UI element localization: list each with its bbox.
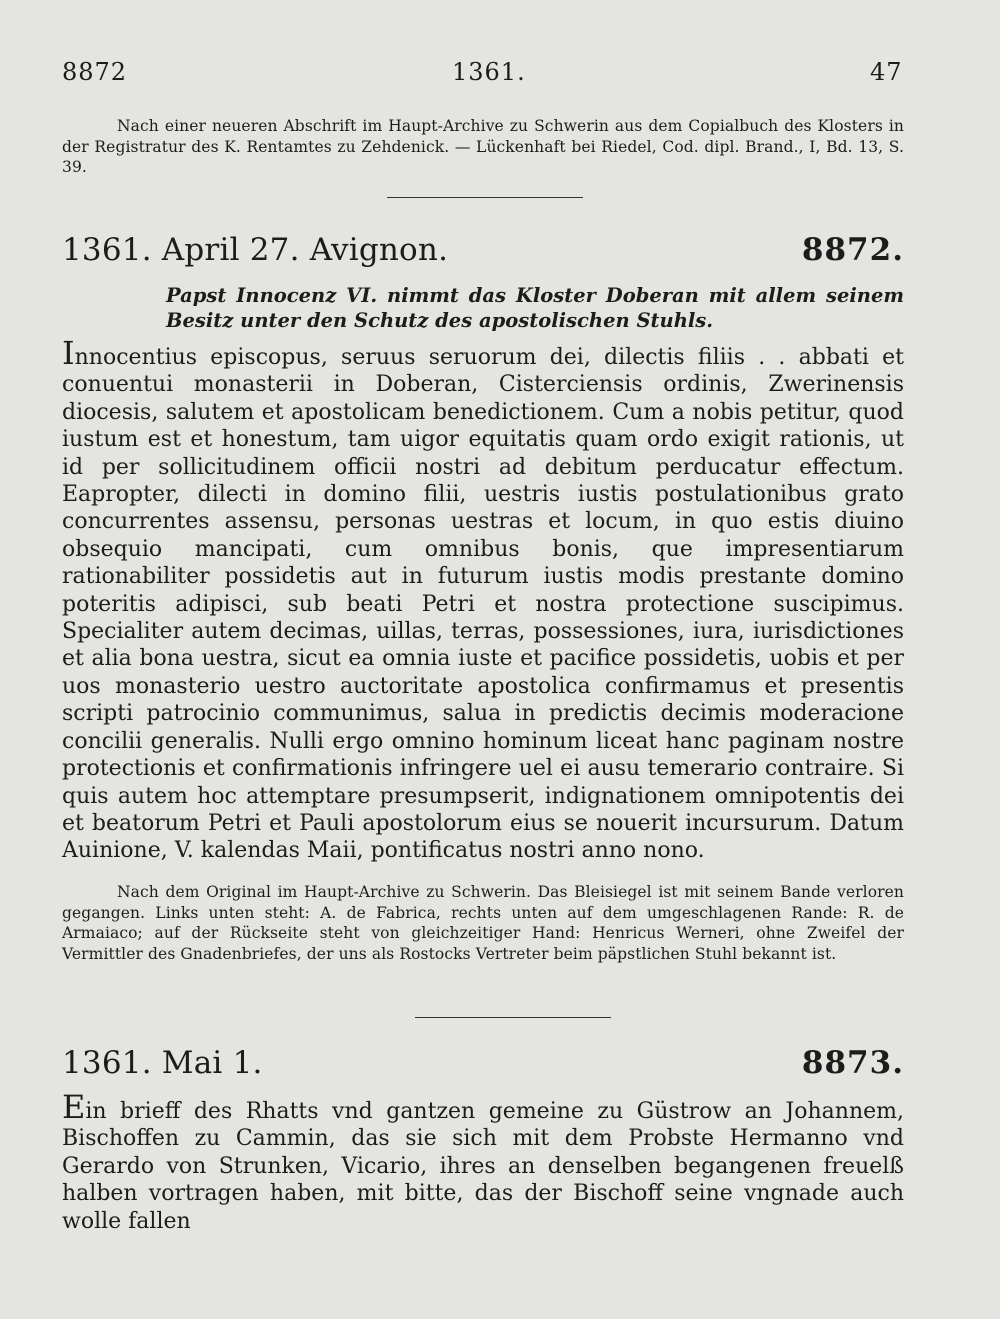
drop-cap: E bbox=[62, 1088, 86, 1126]
entry-date-place: 1361. April 27. Avignon. bbox=[62, 232, 449, 268]
source-note-8872: Nach dem Original im Haupt-Archive zu Schwerin. Das Bleisiegel ist mit seinem Bande verloren gegangen. Links unten steht: A. de Fabrica, rechts unten auf dem umgeschlagenen Rande: R. de Armaiaco; auf der Rückseite steht von gleichzeitiger Hand: Henricus Werneri, ohne Zweifel der Vermittler des Gnadenbriefes, der uns als Rostocks Vertreter beim päpstlichen Stuhl bekannt ist. bbox=[62, 883, 904, 963]
section-divider bbox=[415, 1017, 611, 1018]
entry-summary: Papst Innocenz VI. nimmt das Kloster Doberan mit allem seinem Besitz unter den Schutz des apostolischen Stuhls. bbox=[166, 284, 904, 332]
charter-text-8872 bbox=[62, 334, 904, 865]
entry-date: 1361. Mai 1. bbox=[62, 1045, 263, 1081]
entry-number: 8873. bbox=[801, 1045, 904, 1081]
entry-heading-8873 bbox=[62, 1045, 904, 1081]
charter-text-8873 bbox=[62, 1088, 904, 1235]
header-document-number: 8872 bbox=[62, 58, 128, 86]
section-divider bbox=[387, 197, 583, 198]
header-page-number: 47 bbox=[870, 58, 903, 86]
drop-cap: I bbox=[62, 334, 75, 372]
charter-body: nnocentius episcopus, seruus seruorum dei, dilectis filiis . . abbati et conuentui monasterii in Doberan, Cisterciensis ordinis, Zwerinensis diocesis, salutem et apostolicam benedictionem. Cum a nobis petitur, quod iustum est et honestum, tam uigor equitatis quam ordo exigit rationis, ut id per sollicitudinem officii nostri ad debitum perducatur effectum. Eapropter, dilecti in domino filii, uestris iustis postulationibus grato concurrentes assensu, personas uestras et locum, in quo estis diuino obsequio mancipati, cum omnibus bonis, que impresentiarum rationabiliter possidetis aut in futurum iustis modis prestante domino poteritis adipisci, sub beati Petri et nostra protectione suscipimus. Specialiter autem decimas, uillas, terras, possessiones, iura, iurisdictiones et alia bona uestra, sicut ea omnia iuste et pacifice possidetis, uobis et per uos monasterio uestro auctoritate apostolica confirmamus et presentis scripti patrocinio communimus, salua in predictis decimis moderacione concilii generalis. Nulli ergo omnino hominum liceat hanc paginam nostre protectionis et confirmationis infringere uel ei ausu temerario contraire. Si quis autem hoc attemptare presumpserit, indignationem omnipotentis dei et beatorum Petri et Pauli apostolorum eius se nouerit incursurum. Datum Auinione, V. kalendas Maii, pontificatus nostri anno nono. bbox=[62, 345, 904, 864]
entry-heading-8872 bbox=[62, 232, 904, 268]
source-note-top: Nach einer neueren Abschrift im Haupt-Archive zu Schwerin aus dem Copialbuch des Klosters in der Registratur des K. Rentamtes zu Zehdenick. — Lückenhaft bei Riedel, Cod. dipl. Brand., I, Bd. 13, S. 39. bbox=[62, 117, 904, 176]
entry-number: 8872. bbox=[801, 232, 904, 268]
charter-body: in brieff des Rhatts vnd gantzen gemeine zu Güstrow an Johannem, Bischoffen zu Cammin, das sie sich mit dem Probste Hermanno vnd Gerardo von Strunken, Vicario, ihres an denselben begangenen freuelß halben vortragen haben, mit bitte, das der Bischoff seine vngnade auch wolle fallen bbox=[62, 1099, 904, 1234]
header-year: 1361. bbox=[452, 58, 526, 86]
